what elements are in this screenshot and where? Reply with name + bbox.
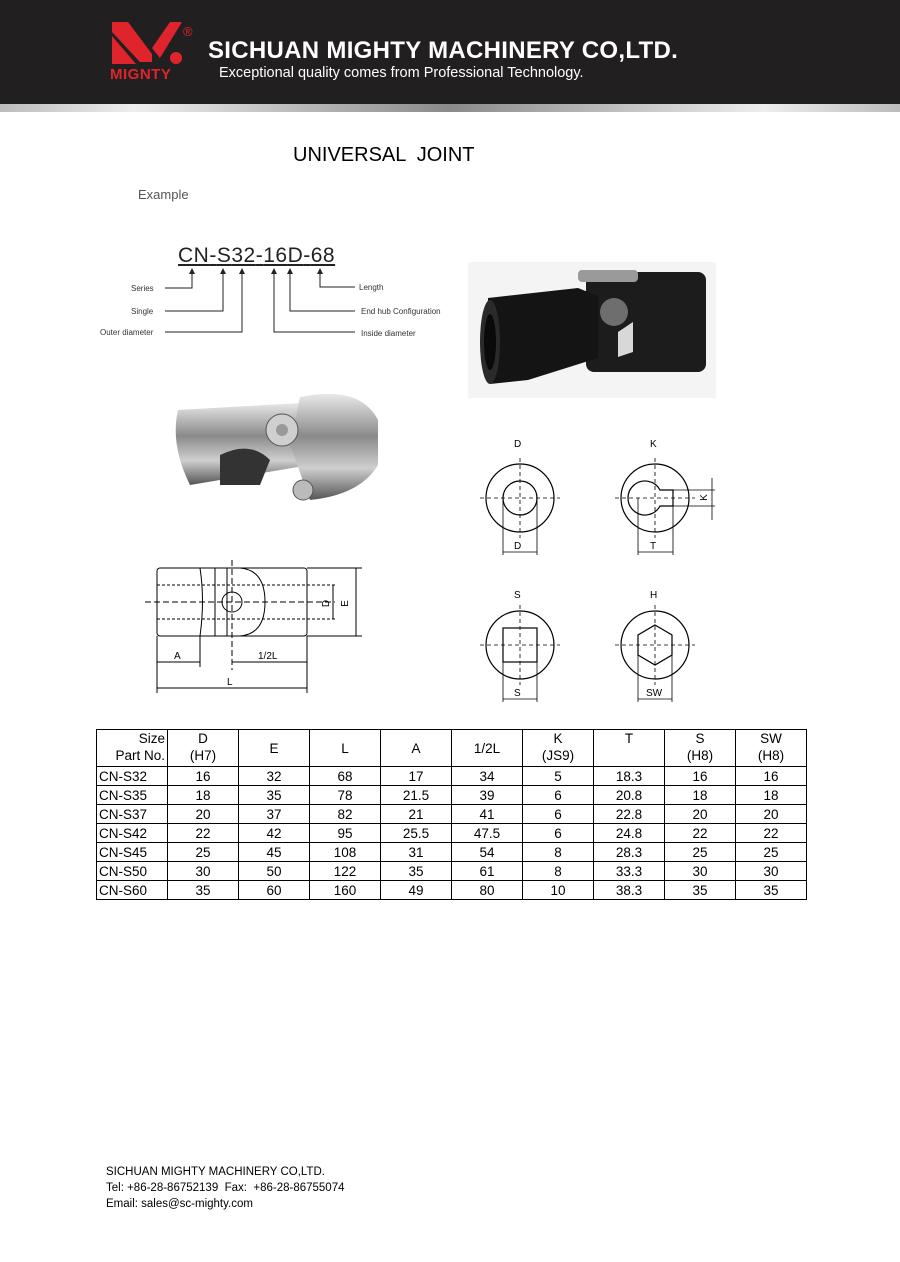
value-cell: 18.3	[594, 767, 665, 786]
value-cell: 6	[523, 805, 594, 824]
company-name: SICHUAN MIGHTY MACHINERY CO,LTD.	[208, 37, 679, 64]
legend-inside-diameter: Inside diameter	[361, 329, 416, 338]
table-header-row	[97, 730, 807, 767]
bore-types-drawing	[470, 440, 730, 710]
value-cell: 82	[310, 805, 381, 824]
value-cell: 22.8	[594, 805, 665, 824]
value-cell: 20	[168, 805, 239, 824]
table-row	[97, 862, 807, 881]
value-cell: 39	[452, 786, 523, 805]
code-single: S	[216, 244, 232, 267]
col-s: S (H8)	[665, 730, 736, 767]
table-row	[97, 767, 807, 786]
part-number-cell: CN-S60	[97, 881, 168, 900]
value-cell: 108	[310, 843, 381, 862]
value-cell: 122	[310, 862, 381, 881]
col-l: L	[310, 730, 381, 767]
bore-title-h: H	[650, 590, 658, 601]
value-cell: 78	[310, 786, 381, 805]
value-cell: 20	[665, 805, 736, 824]
col-a: A	[381, 730, 452, 767]
value-cell: 25	[665, 843, 736, 862]
value-cell: 8	[523, 862, 594, 881]
value-cell: 50	[239, 862, 310, 881]
part-number-cell: CN-S32	[97, 767, 168, 786]
value-cell: 10	[523, 881, 594, 900]
value-cell: 28.3	[594, 843, 665, 862]
value-cell: 25.5	[381, 824, 452, 843]
value-cell: 24.8	[594, 824, 665, 843]
value-cell: 34	[452, 767, 523, 786]
value-cell: 54	[452, 843, 523, 862]
dim-label-d: D	[321, 599, 333, 608]
col-size: Size Part No.	[97, 730, 168, 767]
footer-email: Email: sales@sc-mighty.com	[106, 1198, 253, 1210]
table-row	[97, 843, 807, 862]
bore-title-d: D	[514, 439, 522, 450]
col-e: E	[239, 730, 310, 767]
value-cell: 22	[168, 824, 239, 843]
value-cell: 61	[452, 862, 523, 881]
part-number-cell: CN-S42	[97, 824, 168, 843]
table-row	[97, 786, 807, 805]
value-cell: 35	[381, 862, 452, 881]
value-cell: 30	[736, 862, 807, 881]
dim-label-e: E	[339, 600, 351, 607]
value-cell: 160	[310, 881, 381, 900]
value-cell: 22	[665, 824, 736, 843]
value-cell: 8	[523, 843, 594, 862]
bore-dim-k: K	[698, 494, 710, 501]
part-number-cell: CN-S37	[97, 805, 168, 824]
value-cell: 45	[239, 843, 310, 862]
value-cell: 31	[381, 843, 452, 862]
dim-label-a: A	[174, 651, 181, 662]
value-cell: 25	[736, 843, 807, 862]
value-cell: 60	[239, 881, 310, 900]
value-cell: 16	[168, 767, 239, 786]
value-cell: 30	[665, 862, 736, 881]
value-cell: 21.5	[381, 786, 452, 805]
legend-series: Series	[131, 284, 154, 293]
value-cell: 5	[523, 767, 594, 786]
bore-dim-d: D	[514, 541, 522, 552]
footer-phone-fax: Tel: +86-28-86752139 Fax: +86-28-86755074	[106, 1182, 345, 1194]
black-joint-photo	[468, 262, 716, 398]
col-k: K (JS9)	[523, 730, 594, 767]
value-cell: 35	[168, 881, 239, 900]
value-cell: 18	[665, 786, 736, 805]
value-cell: 68	[310, 767, 381, 786]
value-cell: 16	[665, 767, 736, 786]
value-cell: 20	[736, 805, 807, 824]
value-cell: 6	[523, 824, 594, 843]
mighty-logo-icon	[110, 18, 186, 66]
legend-single: Single	[131, 307, 154, 316]
value-cell: 18	[168, 786, 239, 805]
legend-outer-diameter: Outer diameter	[100, 328, 154, 337]
page-title: UNIVERSAL JOINT	[293, 144, 475, 166]
code-config: D	[287, 244, 304, 267]
code-inside: 16	[263, 244, 288, 267]
value-cell: 17	[381, 767, 452, 786]
example-label: Example	[138, 187, 189, 202]
value-cell: 95	[310, 824, 381, 843]
footer-company: SICHUAN MIGHTY MACHINERY CO,LTD.	[106, 1166, 325, 1178]
value-cell: 20.8	[594, 786, 665, 805]
value-cell: 21	[381, 805, 452, 824]
dim-label-half-l: 1/2L	[258, 651, 278, 662]
registered-mark: ®	[183, 24, 193, 39]
part-number-cell: CN-S45	[97, 843, 168, 862]
value-cell: 49	[381, 881, 452, 900]
value-cell: 6	[523, 786, 594, 805]
company-slogan: Exceptional quality comes from Professional Technology.	[219, 65, 584, 81]
value-cell: 35	[239, 786, 310, 805]
table-row	[97, 881, 807, 900]
col-t: T	[594, 730, 665, 767]
header-divider	[0, 104, 900, 112]
legend-length: Length	[359, 283, 384, 292]
bore-dim-t: T	[650, 541, 657, 552]
table-row	[97, 805, 807, 824]
dim-label-l: L	[227, 677, 233, 688]
value-cell: 80	[452, 881, 523, 900]
bore-dim-sw: SW	[646, 688, 663, 699]
value-cell: 41	[452, 805, 523, 824]
value-cell: 35	[665, 881, 736, 900]
table-row	[97, 824, 807, 843]
specification-table	[96, 729, 807, 900]
bore-title-s: S	[514, 590, 521, 601]
value-cell: 47.5	[452, 824, 523, 843]
value-cell: 25	[168, 843, 239, 862]
side-view-drawing	[140, 555, 370, 705]
value-cell: 37	[239, 805, 310, 824]
part-number-cell: CN-S35	[97, 786, 168, 805]
value-cell: 18	[736, 786, 807, 805]
value-cell: 38.3	[594, 881, 665, 900]
bore-title-k: K	[650, 439, 657, 450]
value-cell: 22	[736, 824, 807, 843]
value-cell: 35	[736, 881, 807, 900]
col-sw: SW (H8)	[736, 730, 807, 767]
part-number-cell: CN-S50	[97, 862, 168, 881]
value-cell: 16	[736, 767, 807, 786]
silver-joint-photo	[160, 385, 385, 510]
value-cell: 30	[168, 862, 239, 881]
legend-end-hub: End hub Configuration	[361, 307, 441, 316]
value-cell: 42	[239, 824, 310, 843]
value-cell: 32	[239, 767, 310, 786]
bore-dim-s: S	[514, 688, 521, 699]
col-d: D (H7)	[168, 730, 239, 767]
col-half-l: 1/2L	[452, 730, 523, 767]
code-length: 68	[310, 244, 336, 267]
code-series: CN	[178, 244, 210, 267]
example-code: CN-S32-16D-68	[178, 244, 336, 267]
value-cell: 33.3	[594, 862, 665, 881]
code-outer: 32	[231, 244, 256, 267]
footer-contact	[106, 1164, 345, 1212]
logo-wordmark: MIGNTY	[110, 66, 172, 83]
